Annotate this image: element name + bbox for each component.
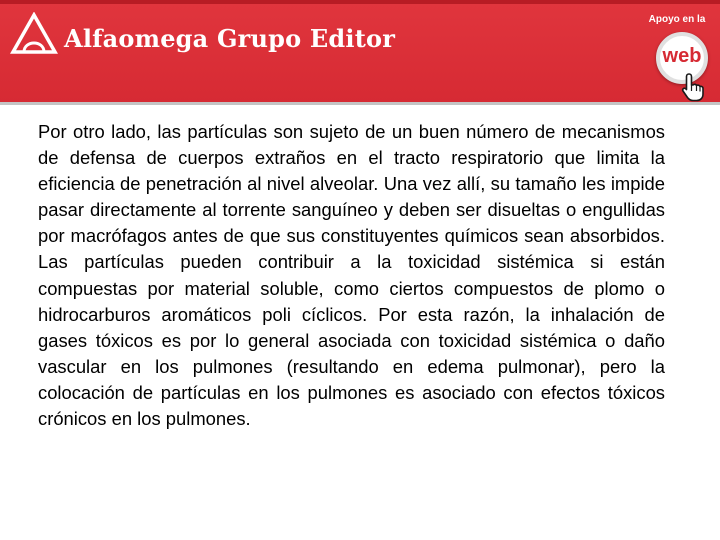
apoyo-label: Apoyo en la <box>648 14 706 25</box>
header-divider <box>0 102 720 105</box>
hand-pointer-icon <box>680 72 706 102</box>
alfaomega-logo-icon <box>10 12 58 56</box>
brand-name: Alfaomega Grupo Editor <box>64 24 396 53</box>
web-label: web <box>662 44 702 67</box>
header-banner <box>0 0 720 104</box>
web-support-button[interactable] <box>652 28 716 104</box>
body-paragraph: Por otro lado, las partículas son sujeto de un buen número de mecanismos de defensa de cuerpos extraños en el tracto respiratorio que limita la eficiencia de penetración al nivel alveolar. Una vez allí, su tamaño les impide pasar directamente al torrente sanguíneo y deben ser disueltas o engullidas por macrófagos antes de que sus constituyentes químicos sean absorbidos. Las partículas pueden contribuir a la toxicidad sistémica si están compuestas por material soluble, como ciertos compuestos de plomo o hidrocarburos aromáticos poli cíclicos. Por esta razón, la inhalación de gases tóxicos es por lo general asociada con toxicidad sistémica o daño vascular en los pulmones (resultando en edema pulmonar), pero la colocación de partículas en los pulmones es asociado con efectos tóxicos crónicos en los pulmones. <box>38 121 665 430</box>
